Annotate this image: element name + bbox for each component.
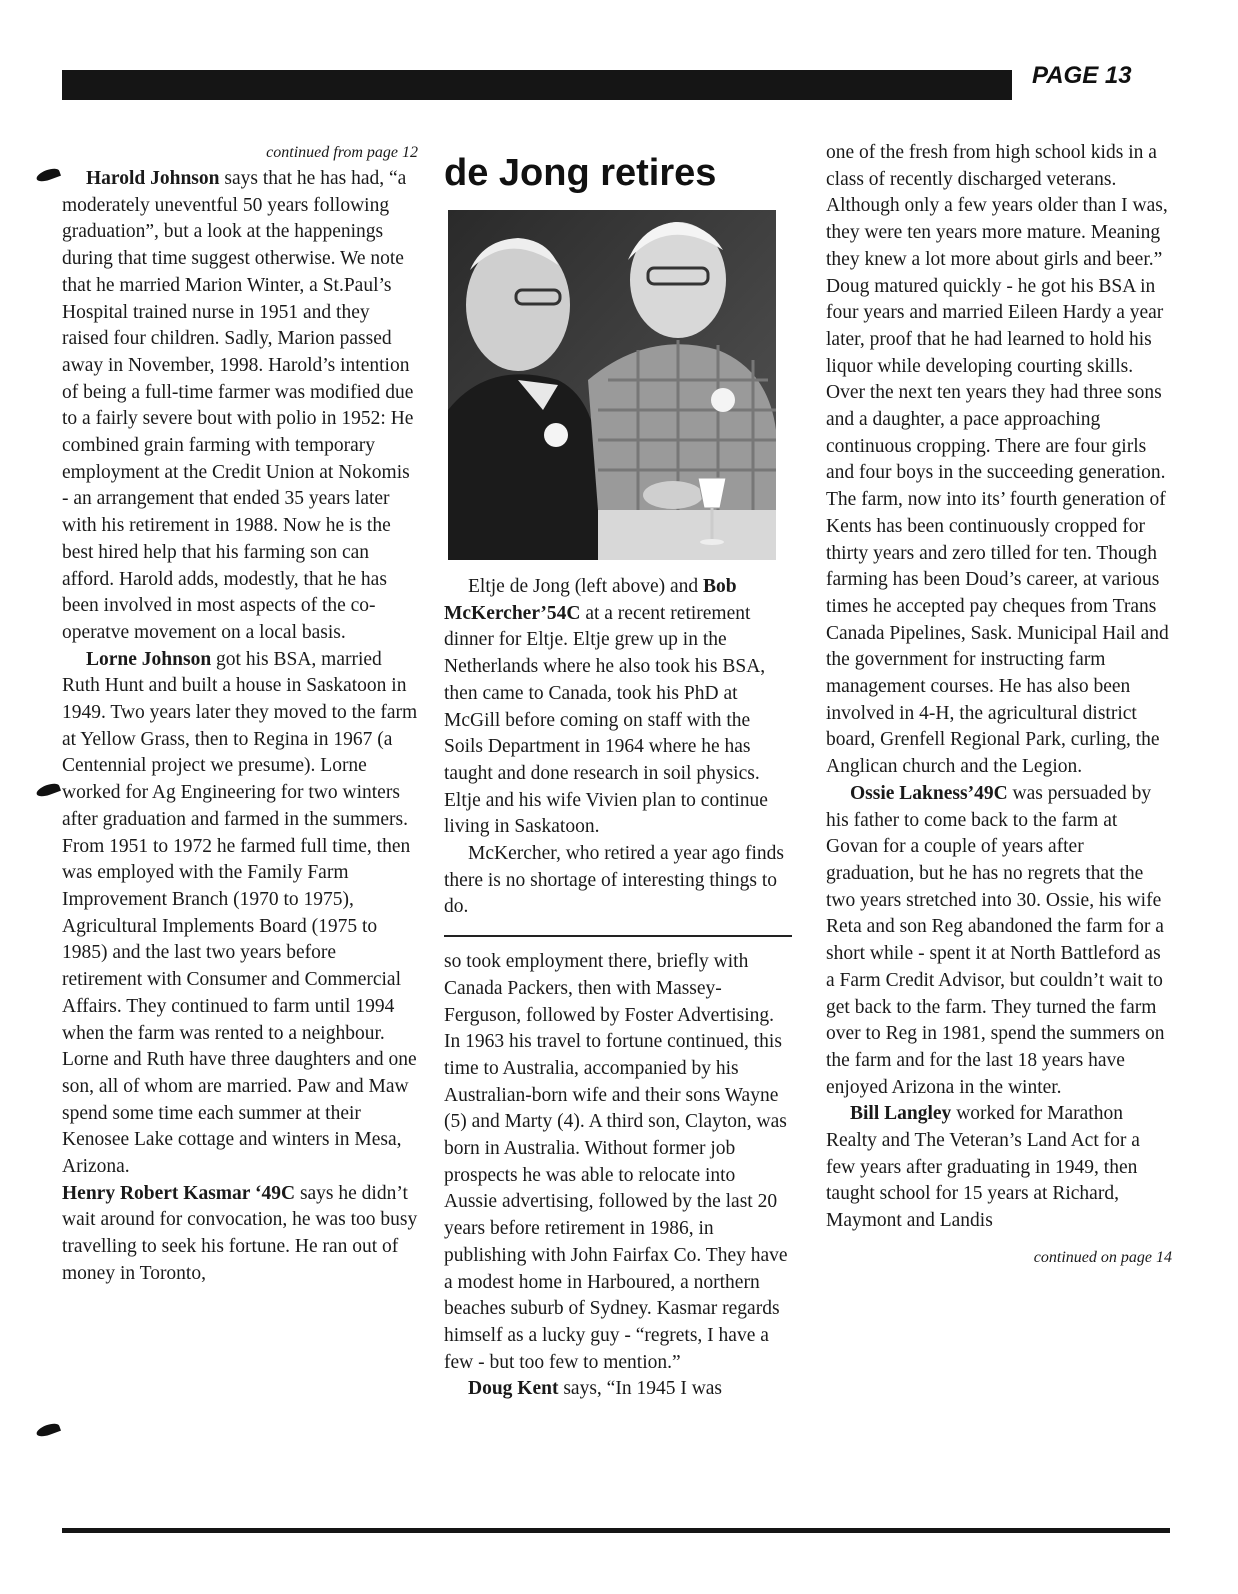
scan-mark xyxy=(35,781,61,799)
header-bar xyxy=(62,70,1012,100)
continued-on-note: continued on page 14 xyxy=(1033,1248,1172,1266)
paragraph-text: worked for Marathon Realty and The Veteran’s Land Act for a few years after graduating in 1949, then taught school for 15 years at Richard, Maymont and Landis xyxy=(826,1103,1140,1232)
photo-illustration xyxy=(448,210,776,560)
page-number: PAGE 13 xyxy=(1032,62,1132,89)
paragraph-text: got his BSA, married Ruth Hunt and built a house in Saskatoon in 1949. Two years later they moved to the farm at Yellow Grass, then to Regina in 1967 (a Centennial project we presume). Lorne worked for Ag Engineering for two winters after graduation and farmed in the summers. From 1951 to 1972 he farmed full time, then was employed with the Family Farm Improvement Branch (1970 to 1975), Agricultural Implements Board (1975 to 1985) and the last two years before retirement with Consumer and Commercial Affairs. They continued to farm until 1994 when the farm was rented to a neighbour. Lorne and Ruth have three daughters and one son, all of whom are married. Paw and Maw spend some time each summer at their Kenosee Lake cottage and winters in Mesa, Arizona. xyxy=(62,648,418,1178)
article-headline: de Jong retires xyxy=(444,152,717,194)
scan-mark xyxy=(35,1421,61,1439)
name-bill-langley: Bill Langley xyxy=(850,1103,952,1125)
name-bob-mckercher: Bob McKercher’54C xyxy=(444,576,737,624)
paragraph-henry-kasmar xyxy=(62,1181,418,1288)
column-right xyxy=(826,140,1172,1271)
caption-text: Eltje de Jong (left above) and xyxy=(468,576,703,597)
paragraph-harold-johnson xyxy=(62,166,418,647)
paragraph-lorne-johnson xyxy=(62,647,418,1181)
name-ossie-lakness: Ossie Lakness’49C xyxy=(850,782,1008,804)
column-middle xyxy=(444,140,792,1403)
name-doug-kent: Doug Kent xyxy=(468,1378,559,1400)
paragraph-text: says that he has had, “a moderately uneventful 50 years following graduation”, but a look at the happenings during that time suggest otherwise. We note that he married Marion Winter, a St.Paul’s Hospital trained nurse in 1951 and they raised four children. Sadly, Marion passed away in November, 1998. Harold’s intention of being a full-time farmer was modified due to a fairly severe bout with polio in 1952: He combined grain farming with temporary employment at the Credit Union at Nokomis - an arrangement that ended 35 years later with his retirement in 1988. Now he is the best hired help that his farming son can afford. Harold adds, modestly, that he has been involved in most aspects of the co-operatve movement on a local basis. xyxy=(62,168,414,643)
continued-from-note: continued from page 12 xyxy=(266,144,418,161)
paragraph-doug-kent-continued: one of the fresh from high school kids in a class of recently discharged veterans. Although only a few years older than I was, they were ten years more mature. Meaning they knew a lot more about girls and beer.” Doug matured quickly - he got his BSA in four years and married Eileen Hardy a year later, proof that he had learned to hold his liquor while developing courting skills. Over the next ten years they had three sons and a daughter, a pace approaching continuous cropping. There are four girls and four boys in the succeeding generation. The farm, now into its’ fourth generation of Kents has been continuously cropped for thirty years and zero tilled for ten. Though farming has been Doud’s career, at various times he accepted pay cheques from Trans Canada Pipelines, Sask. Municipal Hail and the government for instructing farm management courses. He has also been involved in 4-H, the agricultural district board, Grenfell Regional Park, curling, the Anglican church and the Legion. xyxy=(826,142,1169,778)
caption-text: at a recent retirement dinner for Eltje. Eltje grew up in the Netherlands where he also took his BSA, then came to Canada, took his PhD at McGill before coming on staff with the Soils Department in 1964 where he has taught and done research in soil physics. Eltje and his wife Vivien plan to continue living in Saskatoon. xyxy=(444,602,768,838)
column-left xyxy=(62,140,418,1288)
paragraph-bill-langley xyxy=(826,1101,1172,1235)
footer-bar xyxy=(62,1528,1170,1533)
paragraph-text: says he didn’t wait around for convocation, he was too busy travelling to seek his fortune. He ran out of money in Toronto, xyxy=(62,1182,418,1284)
paragraph-text: says, “In 1945 I was xyxy=(558,1378,723,1400)
photo-caption xyxy=(444,574,792,841)
name-harold-johnson: Harold Johnson xyxy=(86,168,220,189)
retirement-photo xyxy=(448,210,776,560)
section-divider xyxy=(444,935,792,937)
name-henry-kasmar: Henry Robert Kasmar ‘49C xyxy=(62,1182,296,1204)
scan-mark xyxy=(35,166,61,184)
name-lorne-johnson: Lorne Johnson xyxy=(86,648,212,670)
paragraph-text: was persuaded by his father to come back to the farm at Govan for a couple of years after graduation, but he has no regrets that the two years stretched into 30. Ossie, his wife Reta and son Reg abandoned the farm for a short while - spent it at North Battleford as a Farm Credit Advisor, but couldn’t wait to get back to the farm. They turned the farm over to Reg in 1981, spend the summers on the farm and for the last 18 years have enjoyed Arizona in the winter. xyxy=(826,782,1165,1098)
paragraph-mckercher: McKercher, who retired a year ago finds there is no shortage of interesting things to do. xyxy=(444,843,784,918)
paragraph-kasmar-continued: so took employment there, briefly with Canada Packers, then with Massey-Ferguson, followed by Foster Advertising. In 1963 his travel to fortune continued, this time to Australia, accompanied by his Australian-born wife and their sons Wayne (5) and Marty (4). A third son, Clayton, was born in Australia. Without former job prospects he was able to relocate into Aussie advertising, followed by the last 20 years before retirement in 1986, in publishing with John Fairfax Co. They have a modest home in Harboured, a northern beaches suburb of Sydney. Kasmar regards himself as a lucky guy - “regrets, I have a few - but too few to mention.” xyxy=(444,951,788,1373)
paragraph-doug-kent xyxy=(444,1376,792,1403)
paragraph-ossie-lakness xyxy=(826,781,1172,1101)
